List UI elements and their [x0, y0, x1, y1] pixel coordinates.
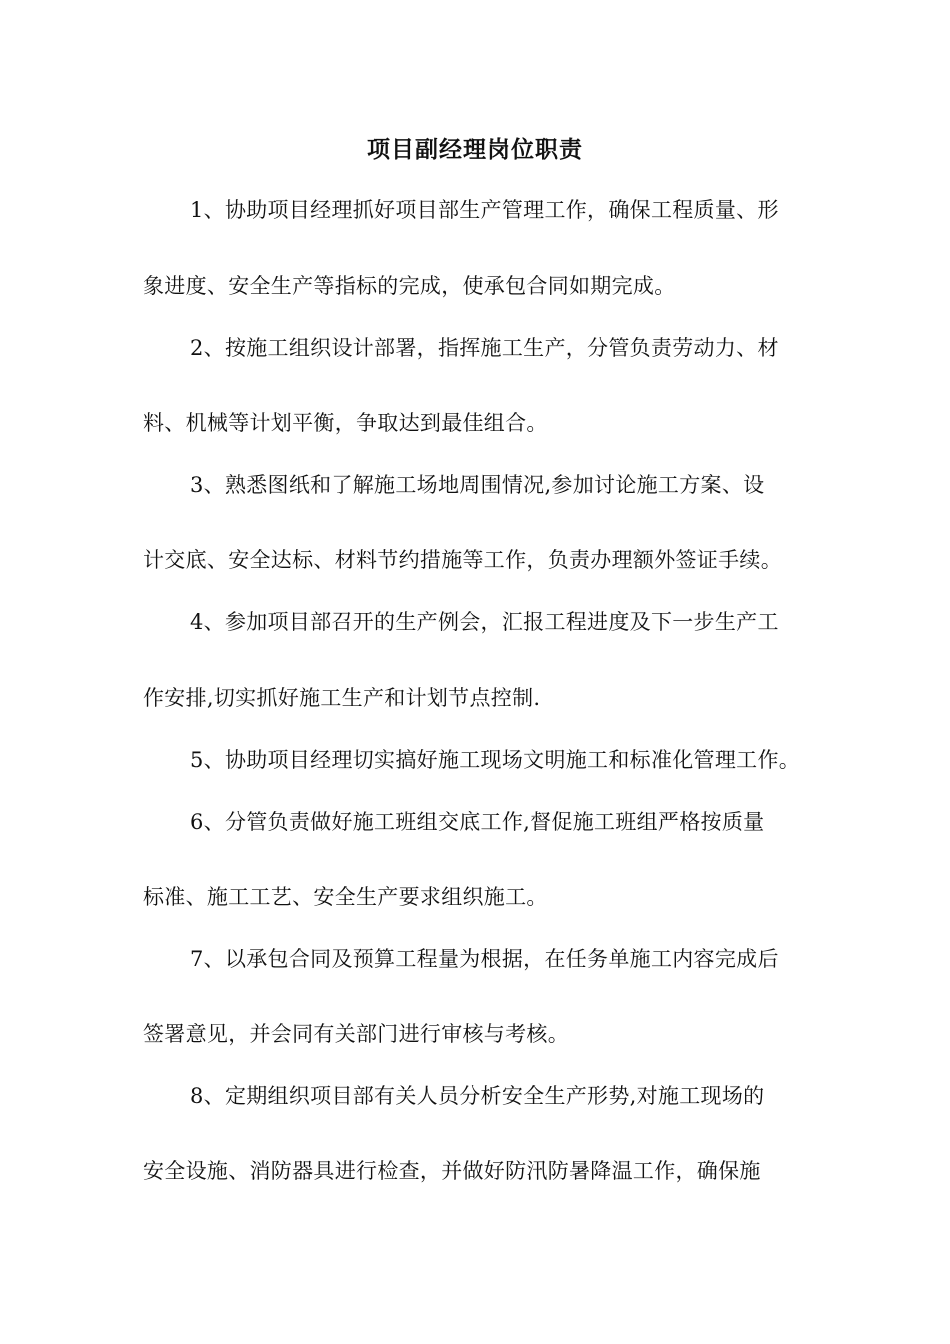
duty-1-line-1: 1、协助项目经理抓好项目部生产管理工作，确保工程质量、形	[190, 198, 779, 222]
duty-8-line-2: 安全设施、消防器具进行检查，并做好防汛防暑降温工作，确保施	[143, 1159, 761, 1183]
duty-1-line-2: 象进度、安全生产等指标的完成，使承包合同如期完成。	[143, 274, 676, 298]
duty-6-line-2: 标准、施工工艺、安全生产要求组织施工。	[143, 885, 548, 909]
duty-8-line-1: 8、定期组织项目部有关人员分析安全生产形势,对施工现场的	[190, 1084, 765, 1108]
duty-3-line-2: 计交底、安全达标、材料节约措施等工作，负责办理额外签证手续。	[143, 548, 782, 572]
duty-6-line-1: 6、分管负责做好施工班组交底工作,督促施工班组严格按质量	[190, 810, 765, 834]
duty-3-line-1: 3、熟悉图纸和了解施工场地周围情况,参加讨论施工方案、设	[190, 473, 765, 497]
page-title: 项目副经理岗位职责	[367, 136, 583, 163]
duty-4-line-2: 作安排,切实抓好施工生产和计划节点控制.	[143, 686, 541, 710]
duty-2-line-2: 料、机械等计划平衡，争取达到最佳组合。	[143, 411, 548, 435]
duty-7-line-2: 签署意见，并会同有关部门进行审核与考核。	[143, 1022, 569, 1046]
duty-4-line-1: 4、参加项目部召开的生产例会，汇报工程进度及下一步生产工	[190, 610, 779, 634]
duty-7-line-1: 7、以承包合同及预算工程量为根据，在任务单施工内容完成后	[190, 947, 779, 971]
duty-5-line-1: 5、协助项目经理切实搞好施工现场文明施工和标准化管理工作。	[190, 748, 801, 772]
duty-2-line-1: 2、按施工组织设计部署，指挥施工生产，分管负责劳动力、材	[190, 336, 779, 360]
